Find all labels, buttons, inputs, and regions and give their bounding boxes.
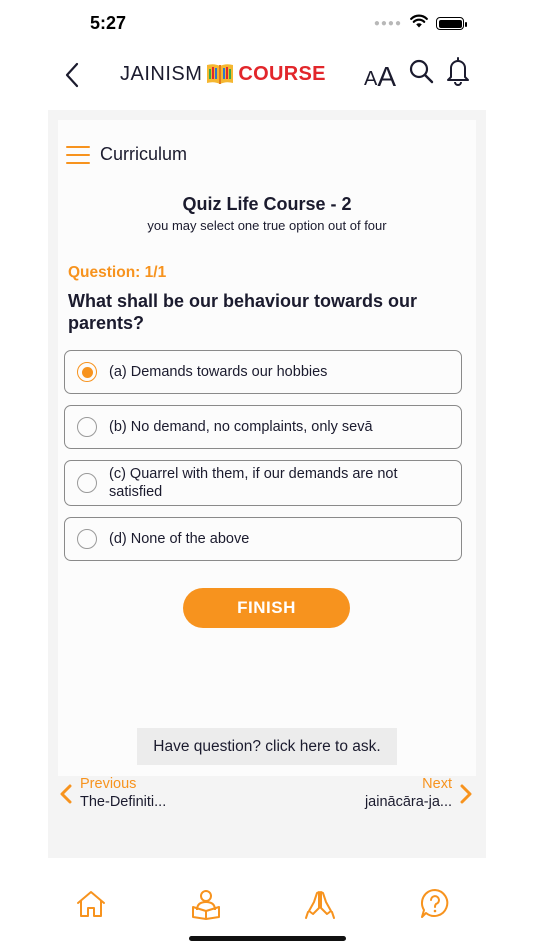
cellular-signal-icon: ●●●●: [373, 18, 402, 29]
status-time: 5:27: [90, 13, 127, 33]
question-number: Question: 1/1: [68, 264, 167, 281]
option-label: (a) Demands towards our hobbies: [109, 364, 328, 380]
app-logo: [120, 62, 326, 86]
finish-button[interactable]: FINISH: [183, 588, 350, 628]
option-a[interactable]: [64, 350, 462, 394]
next-lesson-link[interactable]: [365, 776, 472, 812]
previous-label: Previous: [80, 776, 137, 792]
curriculum-menu[interactable]: [66, 144, 187, 165]
option-label: (c) Quarrel with them, if our demands are not satisfied: [109, 466, 398, 500]
chevron-left-icon: [60, 784, 72, 804]
previous-title: The-Definiti...: [80, 794, 167, 810]
tab-learning[interactable]: [190, 888, 222, 920]
tab-prayer[interactable]: [304, 888, 336, 920]
reading-person-icon: [190, 888, 222, 920]
option-b[interactable]: [64, 405, 462, 449]
open-book-logo-icon: [205, 62, 235, 86]
praying-hands-icon: [304, 888, 336, 920]
previous-lesson-link[interactable]: [60, 776, 166, 812]
radio-selected-icon[interactable]: [77, 362, 97, 382]
header-actions: [364, 56, 470, 91]
font-size-large-letter: A: [377, 60, 396, 92]
curriculum-label: Curriculum: [100, 144, 188, 164]
battery-icon: [436, 17, 464, 30]
logo-text-jainism: JAINISM: [120, 62, 203, 85]
home-icon: [75, 888, 107, 920]
hamburger-menu-icon: [66, 145, 90, 165]
option-d[interactable]: [64, 517, 462, 561]
chevron-left-icon: [64, 62, 80, 88]
option-label: (b) No demand, no complaints, only sevā: [109, 419, 373, 435]
question-text: What shall be our behaviour towards our parents?: [68, 291, 418, 333]
next-title: jainācāra-ja...: [364, 794, 452, 810]
font-size-button[interactable]: [364, 57, 396, 91]
logo-text-course: COURSE: [238, 62, 326, 85]
search-icon[interactable]: [408, 58, 434, 89]
bell-icon[interactable]: [446, 56, 470, 91]
status-bar: [0, 0, 534, 48]
chevron-right-icon: [460, 784, 472, 804]
quiz-title: Quiz Life Course - 2: [182, 194, 352, 214]
back-button[interactable]: [64, 60, 88, 90]
content-card: [48, 110, 486, 858]
next-label: Next: [422, 776, 452, 792]
question-bubble-icon: [419, 888, 451, 920]
quiz-panel: [58, 120, 476, 776]
wifi-icon: [410, 14, 428, 33]
option-c[interactable]: [64, 460, 462, 506]
home-indicator: [189, 936, 346, 941]
bottom-tab-bar: [0, 880, 534, 930]
quiz-subtitle: you may select one true option out of four: [147, 218, 387, 233]
font-size-small-letter: A: [363, 67, 378, 90]
radio-unselected-icon[interactable]: [77, 417, 97, 437]
ask-question-link[interactable]: Have question? click here to ask.: [137, 728, 397, 765]
app-header: [0, 50, 534, 100]
radio-unselected-icon[interactable]: [77, 529, 97, 549]
status-icons: [374, 14, 464, 33]
option-label: (d) None of the above: [109, 531, 250, 547]
tab-home[interactable]: [75, 888, 107, 920]
tab-help[interactable]: [419, 888, 451, 920]
radio-unselected-icon[interactable]: [77, 473, 97, 493]
